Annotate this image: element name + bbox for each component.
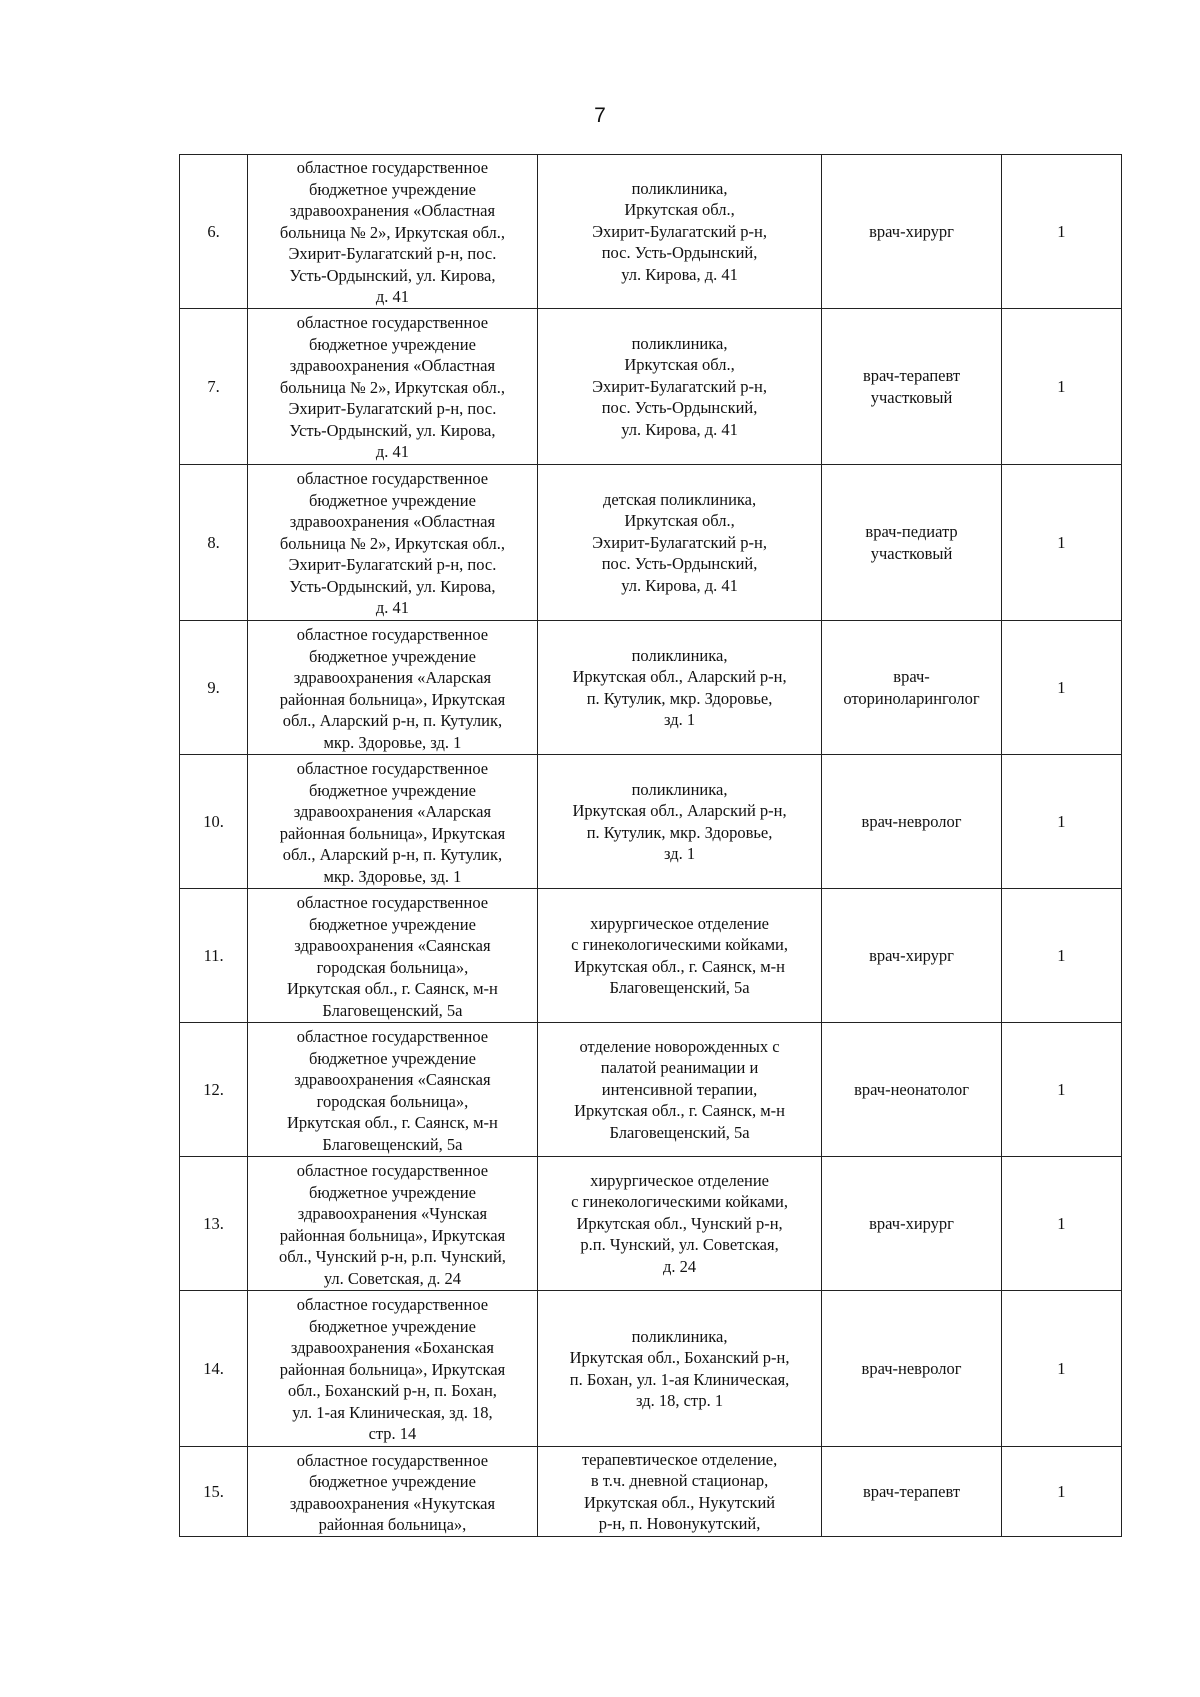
- count-text: 1: [1057, 1358, 1066, 1378]
- table-row: [180, 309, 1122, 465]
- organization-cell: [248, 755, 538, 889]
- organization-text: областное государственное бюджетное учреждение здравоохранения «Саянская городская больница», Иркутская обл., г. Саянск, м-н Благовещенский, 5а: [287, 893, 498, 1020]
- unit-text: хирургическое отделение с гинекологическими койками, Иркутская обл., г. Саянск, м-н Благовещенский, 5а: [571, 913, 788, 997]
- position-text: врач-невролог: [861, 1358, 962, 1378]
- count-text: 1: [1057, 945, 1066, 965]
- position-text: врач-неонатолог: [854, 1079, 969, 1099]
- count-cell: [1001, 889, 1121, 1023]
- count-text: 1: [1057, 811, 1066, 831]
- unit-text: поликлиника, Иркутская обл., Боханский р-н, п. Бохан, ул. 1-ая Клиническая, зд. 18, стр. 1: [569, 1326, 790, 1410]
- table-row: [180, 755, 1122, 889]
- table-row: [180, 1023, 1122, 1157]
- unit-cell: [537, 1023, 822, 1157]
- row-number: 6.: [207, 221, 220, 241]
- unit-text: терапевтическое отделение, в т.ч. дневной стационар, Иркутская обл., Нукутский р-н, п. Новонукутский,: [581, 1449, 778, 1533]
- count-cell: [1001, 1023, 1121, 1157]
- unit-cell: [537, 309, 822, 465]
- unit-text: отделение новорожденных с палатой реанимации и интенсивной терапии, Иркутская обл., г. Саянск, м-н Благовещенский, 5а: [574, 1036, 785, 1142]
- position-cell: [822, 755, 1001, 889]
- count-cell: [1001, 621, 1121, 755]
- row-number-cell: [180, 1023, 248, 1157]
- table-row: [180, 465, 1122, 621]
- position-text: врач-хирург: [869, 221, 954, 241]
- unit-cell: [537, 755, 822, 889]
- organization-text: областное государственное бюджетное учреждение здравоохранения «Областная больница № 2», Иркутская обл., Эхирит-Булагатский р-н, пос. Усть-Ордынский, ул. Кирова, д. 41: [279, 313, 506, 462]
- count-text: 1: [1057, 376, 1066, 396]
- count-cell: [1001, 755, 1121, 889]
- row-number-cell: [180, 621, 248, 755]
- row-number-cell: [180, 755, 248, 889]
- count-cell: [1001, 1291, 1121, 1447]
- position-text: врач-невролог: [861, 811, 962, 831]
- count-text: 1: [1057, 1079, 1066, 1099]
- row-number-cell: [180, 309, 248, 465]
- organization-text: областное государственное бюджетное учреждение здравоохранения «Областная больница № 2», Иркутская обл., Эхирит-Булагатский р-н, пос. Усть-Ордынский, ул. Кирова, д. 41: [279, 158, 506, 307]
- position-text: врач-педиатр участковый: [865, 522, 958, 563]
- count-text: 1: [1057, 532, 1066, 552]
- row-number: 15.: [203, 1481, 224, 1501]
- organization-text: областное государственное бюджетное учреждение здравоохранения «Аларская районная больница», Иркутская обл., Аларский р-н, п. Кутулик, мкр. Здоровье, зд. 1: [279, 759, 506, 886]
- organization-cell: [248, 309, 538, 465]
- row-number: 13.: [203, 1213, 224, 1233]
- organization-cell: [248, 465, 538, 621]
- organization-cell: [248, 1023, 538, 1157]
- organization-cell: [248, 621, 538, 755]
- table-row: [180, 889, 1122, 1023]
- organization-text: областное государственное бюджетное учреждение здравоохранения «Саянская городская больница», Иркутская обл., г. Саянск, м-н Благовещенский, 5а: [287, 1027, 498, 1154]
- unit-text: поликлиника, Иркутская обл., Аларский р-н, п. Кутулик, мкр. Здоровье, зд. 1: [572, 645, 787, 729]
- vacancy-table: [179, 154, 1122, 1537]
- row-number: 8.: [207, 532, 220, 552]
- row-number-cell: [180, 1291, 248, 1447]
- unit-cell: [537, 1291, 822, 1447]
- row-number: 14.: [203, 1358, 224, 1378]
- unit-cell: [537, 1447, 822, 1537]
- position-cell: [822, 621, 1001, 755]
- table-row: [180, 1447, 1122, 1537]
- unit-cell: [537, 621, 822, 755]
- row-number: 11.: [203, 945, 224, 965]
- organization-text: областное государственное бюджетное учреждение здравоохранения «Нукутская районная больница»,: [289, 1450, 496, 1534]
- organization-cell: [248, 1447, 538, 1537]
- unit-cell: [537, 155, 822, 309]
- organization-cell: [248, 155, 538, 309]
- count-cell: [1001, 465, 1121, 621]
- position-text: врач-хирург: [869, 1213, 954, 1233]
- position-text: врач- оториноларинголог: [843, 667, 980, 708]
- organization-cell: [248, 889, 538, 1023]
- position-cell: [822, 889, 1001, 1023]
- organization-text: областное государственное бюджетное учреждение здравоохранения «Аларская районная больница», Иркутская обл., Аларский р-н, п. Кутулик, мкр. Здоровье, зд. 1: [279, 625, 506, 752]
- count-cell: [1001, 155, 1121, 309]
- page-number: 7: [594, 104, 606, 127]
- organization-cell: [248, 1157, 538, 1291]
- row-number-cell: [180, 1157, 248, 1291]
- organization-text: областное государственное бюджетное учреждение здравоохранения «Боханская районная больница», Иркутская обл., Боханский р-н, п. Бохан, ул. 1-ая Клиническая, зд. 18, стр. 14: [279, 1295, 506, 1444]
- position-cell: [822, 155, 1001, 309]
- table-row: [180, 1291, 1122, 1447]
- position-cell: [822, 1291, 1001, 1447]
- position-cell: [822, 465, 1001, 621]
- count-cell: [1001, 1447, 1121, 1537]
- organization-text: областное государственное бюджетное учреждение здравоохранения «Областная больница № 2», Иркутская обл., Эхирит-Булагатский р-н, пос. Усть-Ордынский, ул. Кирова, д. 41: [279, 469, 506, 618]
- unit-text: детская поликлиника, Иркутская обл., Эхирит-Булагатский р-н, пос. Усть-Ордынский, ул. Кирова, д. 41: [592, 489, 767, 595]
- table-row: [180, 1157, 1122, 1291]
- position-cell: [822, 1023, 1001, 1157]
- table-row: [180, 621, 1122, 755]
- unit-cell: [537, 1157, 822, 1291]
- unit-text: хирургическое отделение с гинекологическими койками, Иркутская обл., Чунский р-н, р.п. Чунский, ул. Советская, д. 24: [571, 1170, 788, 1276]
- position-cell: [822, 1157, 1001, 1291]
- organization-cell: [248, 1291, 538, 1447]
- count-cell: [1001, 1157, 1121, 1291]
- row-number: 10.: [203, 811, 224, 831]
- row-number-cell: [180, 889, 248, 1023]
- unit-cell: [537, 889, 822, 1023]
- row-number: 12.: [203, 1079, 224, 1099]
- row-number-cell: [180, 465, 248, 621]
- position-text: врач-терапевт: [862, 1481, 961, 1501]
- position-text: врач-хирург: [869, 945, 954, 965]
- count-text: 1: [1057, 221, 1066, 241]
- count-cell: [1001, 309, 1121, 465]
- row-number: 9.: [207, 677, 220, 697]
- unit-text: поликлиника, Иркутская обл., Аларский р-н, п. Кутулик, мкр. Здоровье, зд. 1: [572, 779, 787, 863]
- unit-cell: [537, 465, 822, 621]
- position-cell: [822, 1447, 1001, 1537]
- count-text: 1: [1057, 1213, 1066, 1233]
- row-number-cell: [180, 1447, 248, 1537]
- count-text: 1: [1057, 1481, 1066, 1501]
- position-text: врач-терапевт участковый: [862, 366, 961, 407]
- table-row: [180, 155, 1122, 309]
- unit-text: поликлиника, Иркутская обл., Эхирит-Булагатский р-н, пос. Усть-Ордынский, ул. Кирова, д. 41: [592, 178, 767, 284]
- row-number-cell: [180, 155, 248, 309]
- unit-text: поликлиника, Иркутская обл., Эхирит-Булагатский р-н, пос. Усть-Ордынский, ул. Кирова, д. 41: [592, 333, 767, 439]
- row-number: 7.: [207, 376, 220, 396]
- count-text: 1: [1057, 677, 1066, 697]
- organization-text: областное государственное бюджетное учреждение здравоохранения «Чунская районная больница», Иркутская обл., Чунский р-н, р.п. Чунский, ул. Советская, д. 24: [278, 1161, 506, 1288]
- position-cell: [822, 309, 1001, 465]
